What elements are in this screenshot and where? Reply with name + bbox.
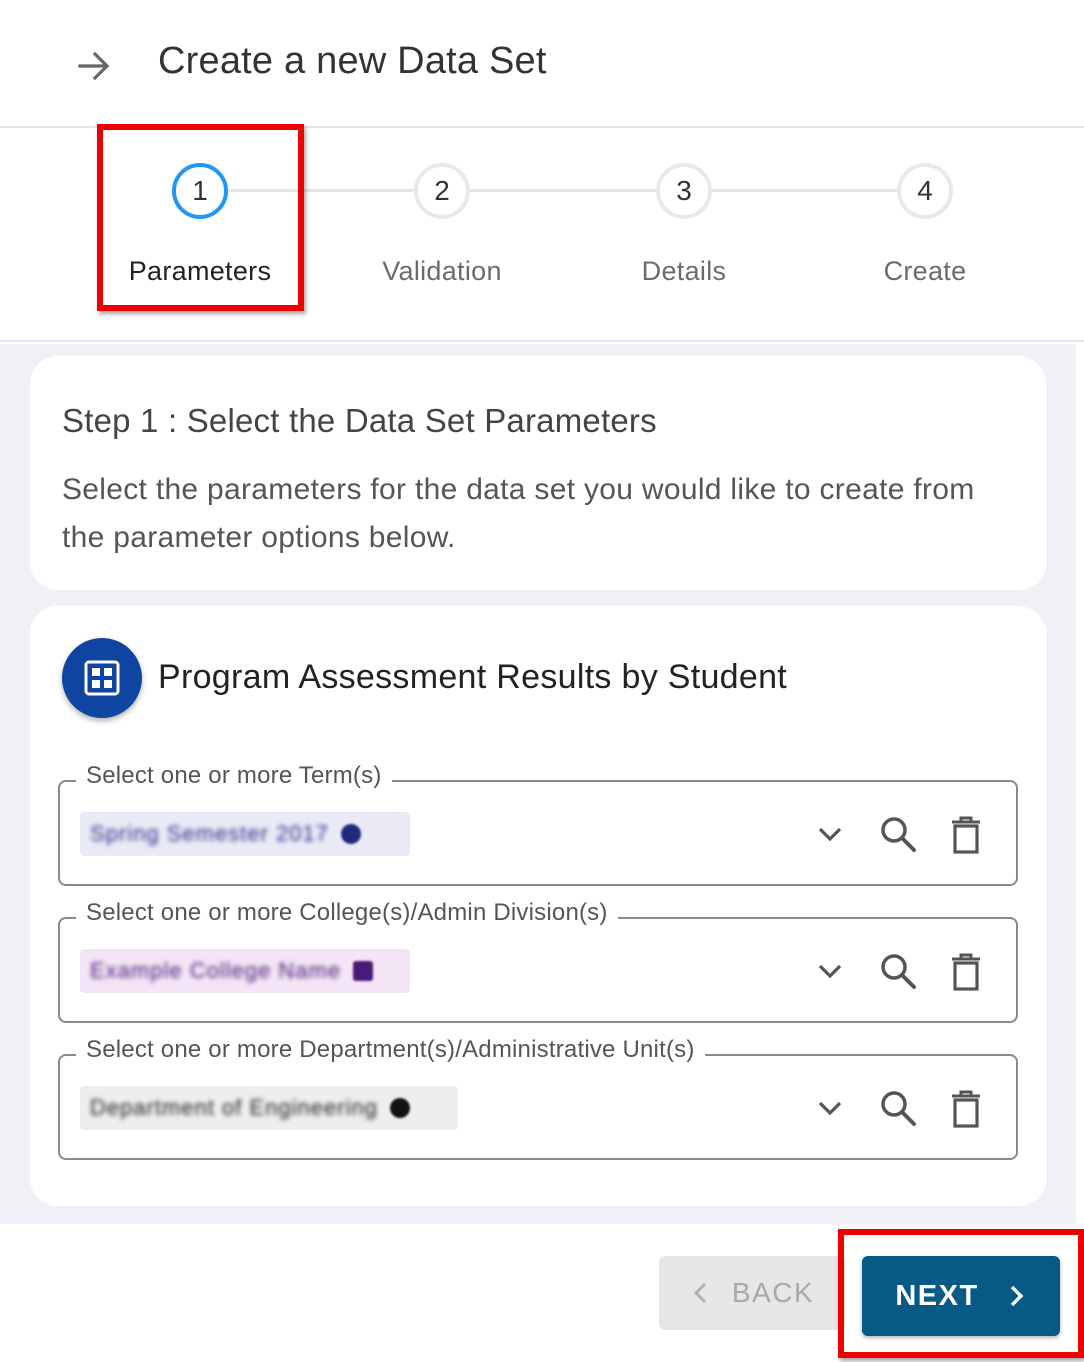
step-label: Parameters bbox=[128, 256, 272, 286]
page-title: Create a new Data Set bbox=[158, 40, 547, 82]
search-icon[interactable] bbox=[876, 1086, 920, 1130]
intro-card bbox=[30, 356, 1046, 590]
chevron-right-icon bbox=[1007, 1282, 1027, 1310]
search-icon[interactable] bbox=[876, 812, 920, 856]
chip-value: Spring Semester 2017 bbox=[90, 821, 329, 846]
back-button-label: BACK bbox=[731, 1277, 815, 1308]
step-number: 3 bbox=[656, 163, 712, 219]
chip-remove-icon[interactable] bbox=[390, 1098, 410, 1118]
arrow-right-icon[interactable] bbox=[74, 46, 114, 86]
trash-icon[interactable] bbox=[944, 812, 988, 856]
chip-remove-icon[interactable] bbox=[341, 824, 361, 844]
chevron-left-icon bbox=[690, 1279, 710, 1307]
step-number: 4 bbox=[897, 163, 953, 219]
stepper bbox=[0, 130, 1084, 342]
chevron-down-icon[interactable] bbox=[808, 812, 852, 856]
college-select-field[interactable] bbox=[58, 899, 1018, 1023]
next-button-label: NEXT bbox=[895, 1279, 979, 1312]
chevron-down-icon[interactable] bbox=[808, 1086, 852, 1130]
report-card bbox=[30, 606, 1046, 1206]
step-label: Create bbox=[883, 256, 967, 286]
report-title: Program Assessment Results by Student bbox=[158, 658, 788, 696]
selected-chip[interactable] bbox=[80, 949, 410, 993]
chip-remove-icon[interactable] bbox=[353, 961, 373, 981]
field-label: Select one or more Department(s)/Administrative Unit(s) bbox=[76, 1036, 705, 1064]
grid-icon bbox=[62, 638, 142, 718]
step-parameters[interactable] bbox=[100, 130, 300, 330]
step-details[interactable] bbox=[584, 130, 784, 330]
back-button[interactable] bbox=[659, 1256, 845, 1330]
step-number: 1 bbox=[172, 163, 228, 219]
dialog-header bbox=[0, 0, 1084, 128]
step-validation[interactable] bbox=[342, 130, 542, 330]
field-label: Select one or more Term(s) bbox=[76, 762, 392, 790]
step-create[interactable] bbox=[825, 130, 1025, 330]
selected-chip[interactable] bbox=[80, 812, 410, 856]
next-button[interactable] bbox=[862, 1256, 1060, 1336]
department-select-field[interactable] bbox=[58, 1036, 1018, 1160]
chip-value: Department of Engineering bbox=[90, 1095, 378, 1120]
trash-icon[interactable] bbox=[944, 949, 988, 993]
step-description: Select the parameters for the data set you would like to create from the parameter options below. bbox=[62, 473, 975, 554]
field-label: Select one or more College(s)/Admin Division(s) bbox=[76, 899, 618, 927]
trash-icon[interactable] bbox=[944, 1086, 988, 1130]
step-number: 2 bbox=[414, 163, 470, 219]
search-icon[interactable] bbox=[876, 949, 920, 993]
step-heading: Step 1 : Select the Data Set Parameters bbox=[62, 402, 657, 439]
selected-chip[interactable] bbox=[80, 1086, 458, 1130]
step-label: Validation bbox=[382, 256, 502, 286]
term-select-field[interactable] bbox=[58, 762, 1018, 886]
chevron-down-icon[interactable] bbox=[808, 949, 852, 993]
content-area bbox=[0, 344, 1076, 1224]
dialog-footer bbox=[0, 1224, 1084, 1362]
step-label: Details bbox=[641, 256, 727, 286]
chip-value: Example College Name bbox=[90, 958, 342, 983]
